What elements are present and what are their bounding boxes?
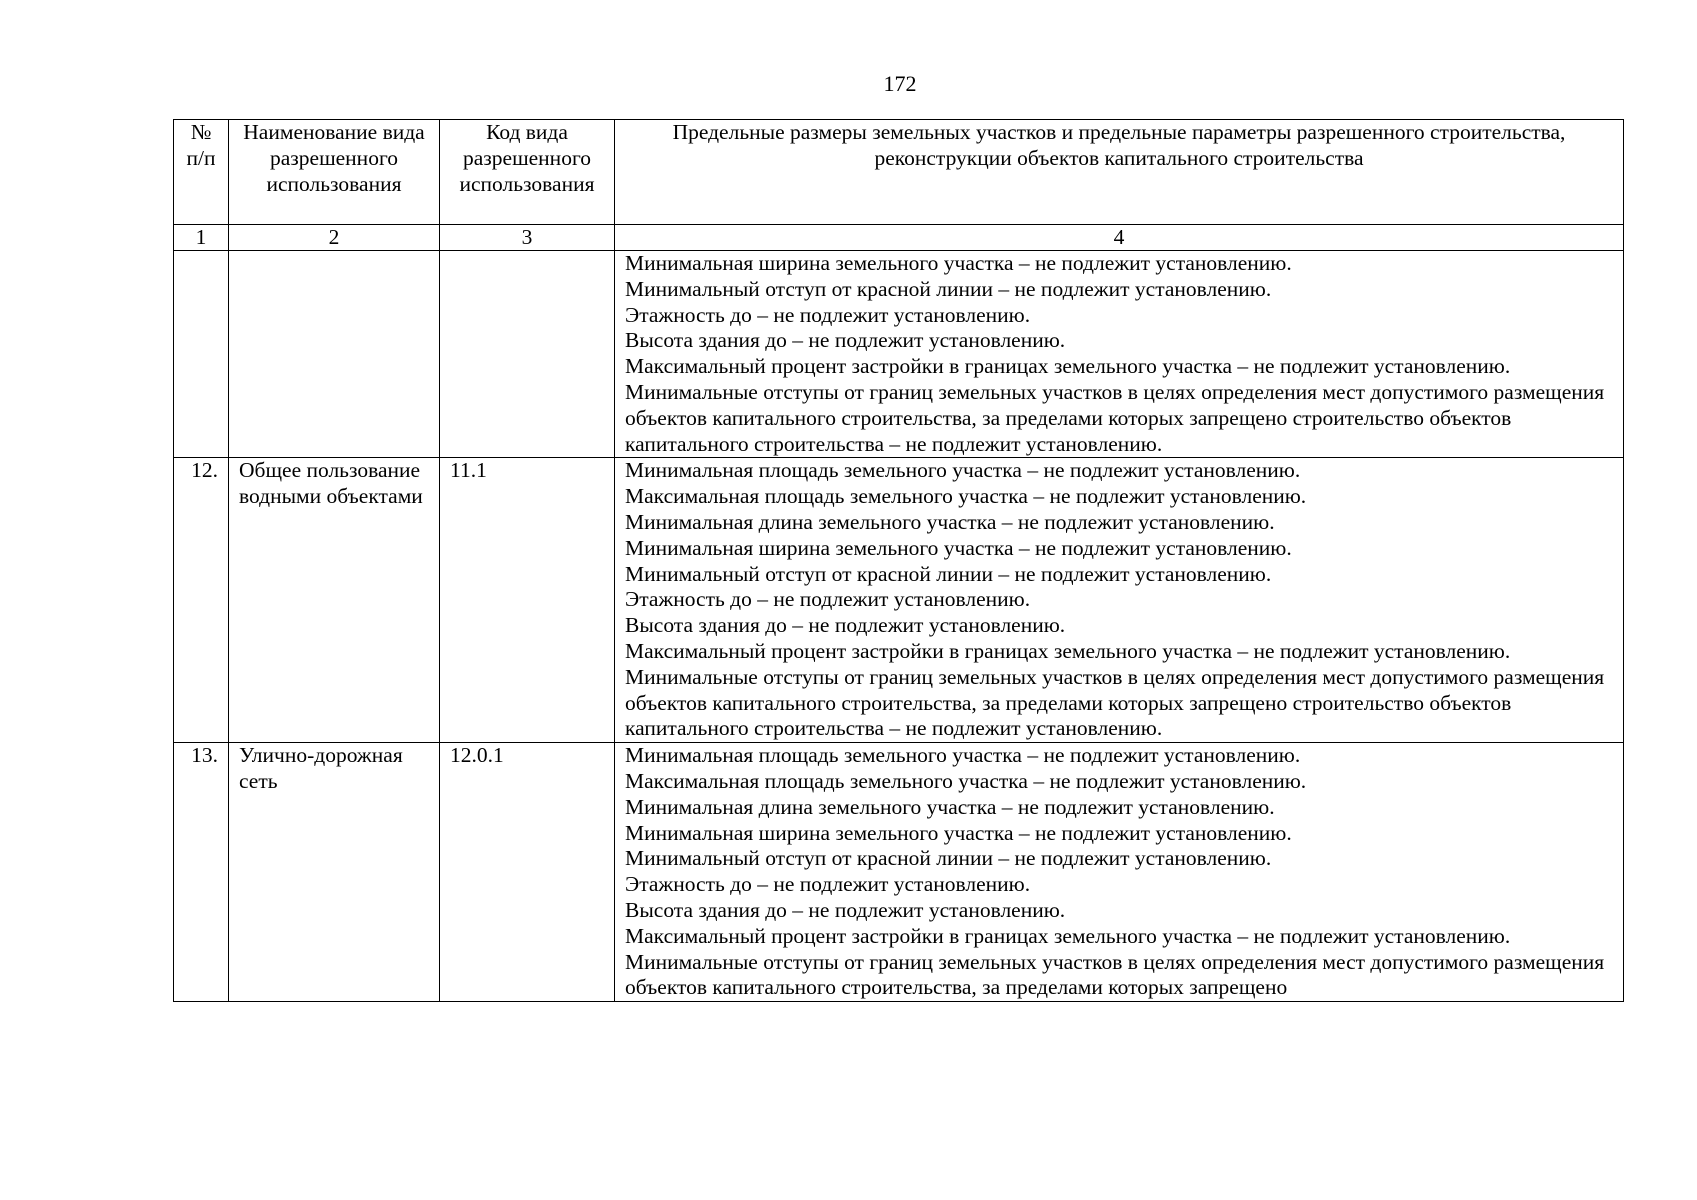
- use-code: [440, 251, 615, 458]
- header-number: № п/п: [174, 120, 229, 225]
- parameter-line: Минимальные отступы от границ земельных участков в целях определения мест допустимого размещения объектов капитального строительства, за пределами которых запрещено строительство объектов капитального строительства – не подлежит установлению.: [625, 664, 1605, 741]
- use-name: [229, 251, 440, 458]
- row-number: [174, 251, 229, 458]
- parameters-cell: [615, 743, 1624, 1002]
- header-use-name: Наименование вида разрешенного использования: [229, 120, 440, 225]
- column-index: 1: [174, 225, 229, 251]
- column-index: 4: [615, 225, 1624, 251]
- parameter-line: Минимальный отступ от красной линии – не подлежит установлению.: [625, 561, 1272, 586]
- use-code: 11.1: [440, 458, 615, 743]
- parameters-cell: [615, 458, 1624, 743]
- column-index: 2: [229, 225, 440, 251]
- parameter-line: Этажность до – не подлежит установлению.: [625, 302, 1031, 327]
- parameter-line: Максимальный процент застройки в границах земельного участка – не подлежит установлению.: [625, 638, 1511, 663]
- parameter-line: Минимальные отступы от границ земельных участков в целях определения мест допустимого размещения объектов капитального строительства, за пределами которых запрещено строительство объектов капитального строительства – не подлежит установлению.: [625, 379, 1605, 456]
- header-parameters: Предельные размеры земельных участков и предельные параметры разрешенного строительства, реконструкции объектов капитального строительства: [615, 120, 1624, 225]
- parameter-line: Минимальная площадь земельного участка – не подлежит установлению.: [625, 743, 1301, 768]
- parameter-line: Минимальная длина земельного участка – не подлежит установлению.: [625, 794, 1275, 819]
- parameter-line: Минимальная ширина земельного участка – не подлежит установлению.: [625, 820, 1292, 845]
- table-body: [174, 251, 1624, 1002]
- table-row: [174, 743, 1624, 1002]
- parameter-line: Высота здания до – не подлежит установлению.: [625, 328, 1066, 353]
- use-name: Общее пользование водными объектами: [229, 458, 440, 743]
- parameter-line: Минимальный отступ от красной линии – не подлежит установлению.: [625, 276, 1272, 301]
- parameter-line: Минимальная ширина земельного участка – не подлежит установлению.: [625, 535, 1292, 560]
- column-index-row: [174, 225, 1624, 251]
- parameter-line: Минимальная ширина земельного участка – не подлежит установлению.: [625, 251, 1292, 275]
- regulations-table: [173, 119, 1624, 1002]
- row-number: 13.: [174, 743, 229, 1002]
- use-code: 12.0.1: [440, 743, 615, 1002]
- column-index: 3: [440, 225, 615, 251]
- row-number: 12.: [174, 458, 229, 743]
- parameter-line: Максимальная площадь земельного участка – не подлежит установлению.: [625, 768, 1307, 793]
- parameter-line: Этажность до – не подлежит установлению.: [625, 587, 1031, 612]
- parameter-line: Максимальная площадь земельного участка – не подлежит установлению.: [625, 484, 1307, 509]
- use-name: Улично-дорожная сеть: [229, 743, 440, 1002]
- table-header-row: [174, 120, 1624, 225]
- parameter-line: Минимальная площадь земельного участка – не подлежит установлению.: [625, 458, 1301, 483]
- parameter-line: Максимальный процент застройки в границах земельного участка – не подлежит установлению.: [625, 923, 1511, 948]
- parameter-line: Минимальные отступы от границ земельных участков в целях определения мест допустимого размещения объектов капитального строительства, за пределами которых запрещено: [625, 949, 1605, 1000]
- parameter-line: Минимальный отступ от красной линии – не подлежит установлению.: [625, 846, 1272, 871]
- parameter-line: Максимальный процент застройки в границах земельного участка – не подлежит установлению.: [625, 354, 1511, 379]
- parameter-line: Высота здания до – не подлежит установлению.: [625, 897, 1066, 922]
- parameter-line: Минимальная длина земельного участка – не подлежит установлению.: [625, 509, 1275, 534]
- header-use-code: Код вида разрешенного использования: [440, 120, 615, 225]
- parameter-line: Высота здания до – не подлежит установлению.: [625, 613, 1066, 638]
- parameters-cell: [615, 251, 1624, 458]
- table-row: [174, 251, 1624, 458]
- table-row: [174, 458, 1624, 743]
- page-number: 172: [883, 71, 917, 96]
- parameter-line: Этажность до – не подлежит установлению.: [625, 872, 1031, 897]
